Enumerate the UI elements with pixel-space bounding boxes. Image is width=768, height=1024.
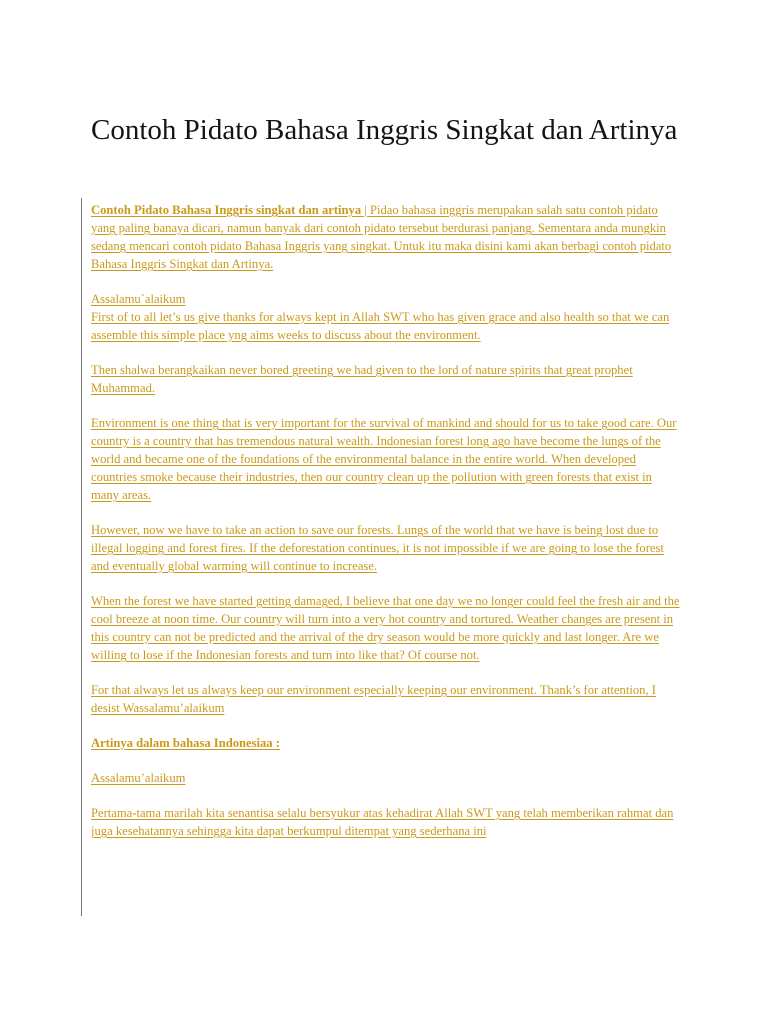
intro-text-link[interactable]: | Pidao bahasa inggris merupakan salah satu contoh pidato yang paling banaya dicari, namun banyak dari contoh pidato tersebut berdurasi panjang. Sementara anda mungkin sedang mencari contoh pidato Bahasa Inggris yang singkat. Untuk itu maka disini kami akan berbagi contoh pidato Bahasa Inggris Singkat dan Artinya.	[91, 203, 672, 271]
greeting-id-paragraph	[91, 769, 683, 787]
paragraph-4-link[interactable]: However, now we have to take an action to save our forests. Lungs of the world that we have is being lost due to illegal logging and forest fires. If the deforestation continues, it is not impossible if we are going to lose the forest and eventually global warming will continue to increase.	[91, 523, 664, 573]
greeting-link[interactable]: Assalamu`alaikum	[91, 292, 186, 306]
intro-paragraph	[91, 201, 683, 273]
paragraph-5-link[interactable]: When the forest we have started getting damaged, I believe that one day we no longer could feel the fresh air and the cool breeze at noon time. Our country will turn into a very hot country and tortured. Weather changes are present in this country can not be predicted and the arrival of the dry season would be more quickly and last longer. Are we willing to lose if the Indonesian forests and turn into like that? Of course not.	[91, 594, 680, 662]
article-body	[91, 201, 683, 917]
greeting-id-link[interactable]: Assalamu’alaikum	[91, 771, 186, 785]
paragraph-2	[91, 361, 683, 397]
blockquote-bar	[81, 198, 82, 916]
intro-title-link[interactable]: Contoh Pidato Bahasa Inggris singkat dan artinya	[91, 203, 362, 217]
artinya-heading-link[interactable]: Artinya dalam bahasa Indonesiaa :	[91, 736, 280, 750]
paragraph-3-link[interactable]: Environment is one thing that is very important for the survival of mankind and should for us to take good care. Our country is a country that has tremendous natural wealth. Indonesian forest long ago have become the lungs of the world and became one of the foundations of the environmental balance in the entire world. When developed countries smoke because their industries, then our country clean up the pollution with green forests that exist in many areas.	[91, 416, 677, 502]
paragraph-6-link[interactable]: For that always let us always keep our environment especially keeping our environment. Thank’s for attention, I desist Wassalamu’alaikum	[91, 683, 656, 715]
paragraph-7	[91, 804, 683, 840]
paragraph-7-link[interactable]: Pertama-tama marilah kita senantisa selalu bersyukur atas kehadirat Allah SWT yang telah memberikan rahmat dan juga kesehatannya sehingga kita dapat berkumpul ditempat yang sederhana ini	[91, 806, 674, 838]
paragraph-6	[91, 681, 683, 717]
paragraph-2-link[interactable]: Then shalwa berangkaikan never bored greeting we had given to the lord of nature spirits that great prophet Muhammad.	[91, 363, 633, 395]
greeting-paragraph	[91, 290, 683, 308]
page-title: Contoh Pidato Bahasa Inggris Singkat dan Artinya	[91, 114, 678, 146]
paragraph-1-link[interactable]: First of to all let’s us give thanks for always kept in Allah SWT who has given grace and also health so that we can assemble this simple place yng aims weeks to discuss about the environment.	[91, 310, 670, 342]
artinya-heading	[91, 734, 683, 752]
paragraph-4	[91, 521, 683, 575]
paragraph-3	[91, 414, 683, 504]
paragraph-5	[91, 592, 683, 664]
paragraph-1	[91, 308, 683, 344]
